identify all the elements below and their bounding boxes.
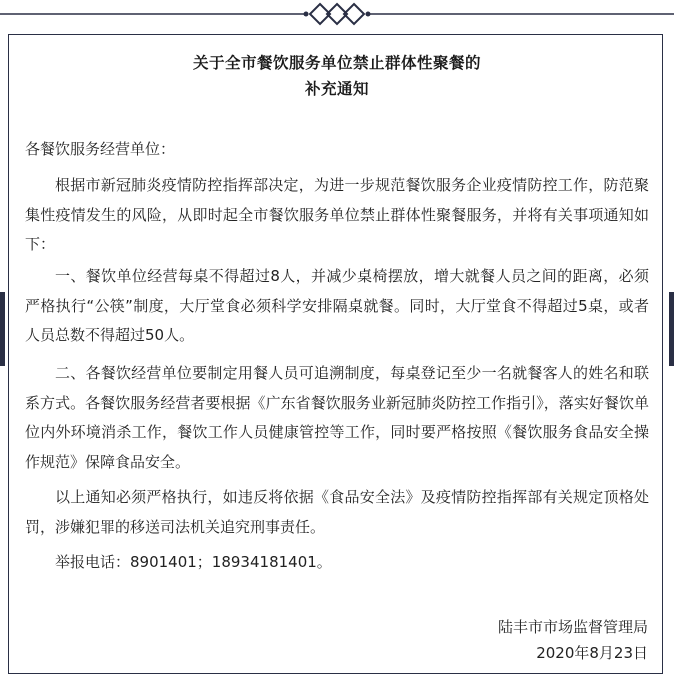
signature-org: 陆丰市市场监督管理局 bbox=[497, 618, 648, 636]
right-side-mark bbox=[669, 292, 674, 366]
top-ornament bbox=[0, 0, 674, 28]
paragraph-enforcement: 以上通知必须严格执行，如违反将依据《食品安全法》及疫情防控指挥部有关规定顶格处罚，涉嫌犯罪的移送司法机关追究刑事责任。 bbox=[25, 488, 649, 536]
paragraph-item-1: 一、餐饮单位经营每桌不得超过8人，并减少桌椅摆放，增大就餐人员之间的距离，必须严格执行“公筷”制度，大厅堂食必须科学安排隔桌就餐。同时，大厅堂食不得超过5桌，或者人员总数不得超过50人。 bbox=[25, 267, 649, 344]
left-side-mark bbox=[0, 292, 5, 366]
notice-frame bbox=[8, 34, 663, 674]
notice-title-line2: 补充通知 bbox=[304, 80, 369, 98]
paragraph-item-2: 二、各餐饮经营单位要制定用餐人员可追溯制度，每桌登记至少一名就餐客人的姓名和联系方式。各餐饮服务经营者要根据《广东省餐饮服务业新冠肺炎防控工作指引》，落实好餐饮单位内外环境消杀工作，餐饮工作人员健康管控等工作，同时要严格按照《餐饮服务食品安全操作规范》保障食品安全。 bbox=[25, 364, 649, 471]
salutation: 各餐饮服务经营单位： bbox=[25, 140, 176, 158]
report-hotline: 举报电话：8901401；18934181401。 bbox=[55, 553, 332, 571]
signature-date: 2020年8月23日 bbox=[536, 644, 648, 662]
notice-title-line1: 关于全市餐饮服务单位禁止群体性聚餐的 bbox=[192, 54, 481, 72]
paragraph-intro: 根据市新冠肺炎疫情防控指挥部决定，为进一步规范餐饮服务企业疫情防控工作，防范聚集性疫情发生的风险，从即时起全市餐饮服务单位禁止群体性聚餐服务，并将有关事项通知如下： bbox=[25, 176, 649, 253]
